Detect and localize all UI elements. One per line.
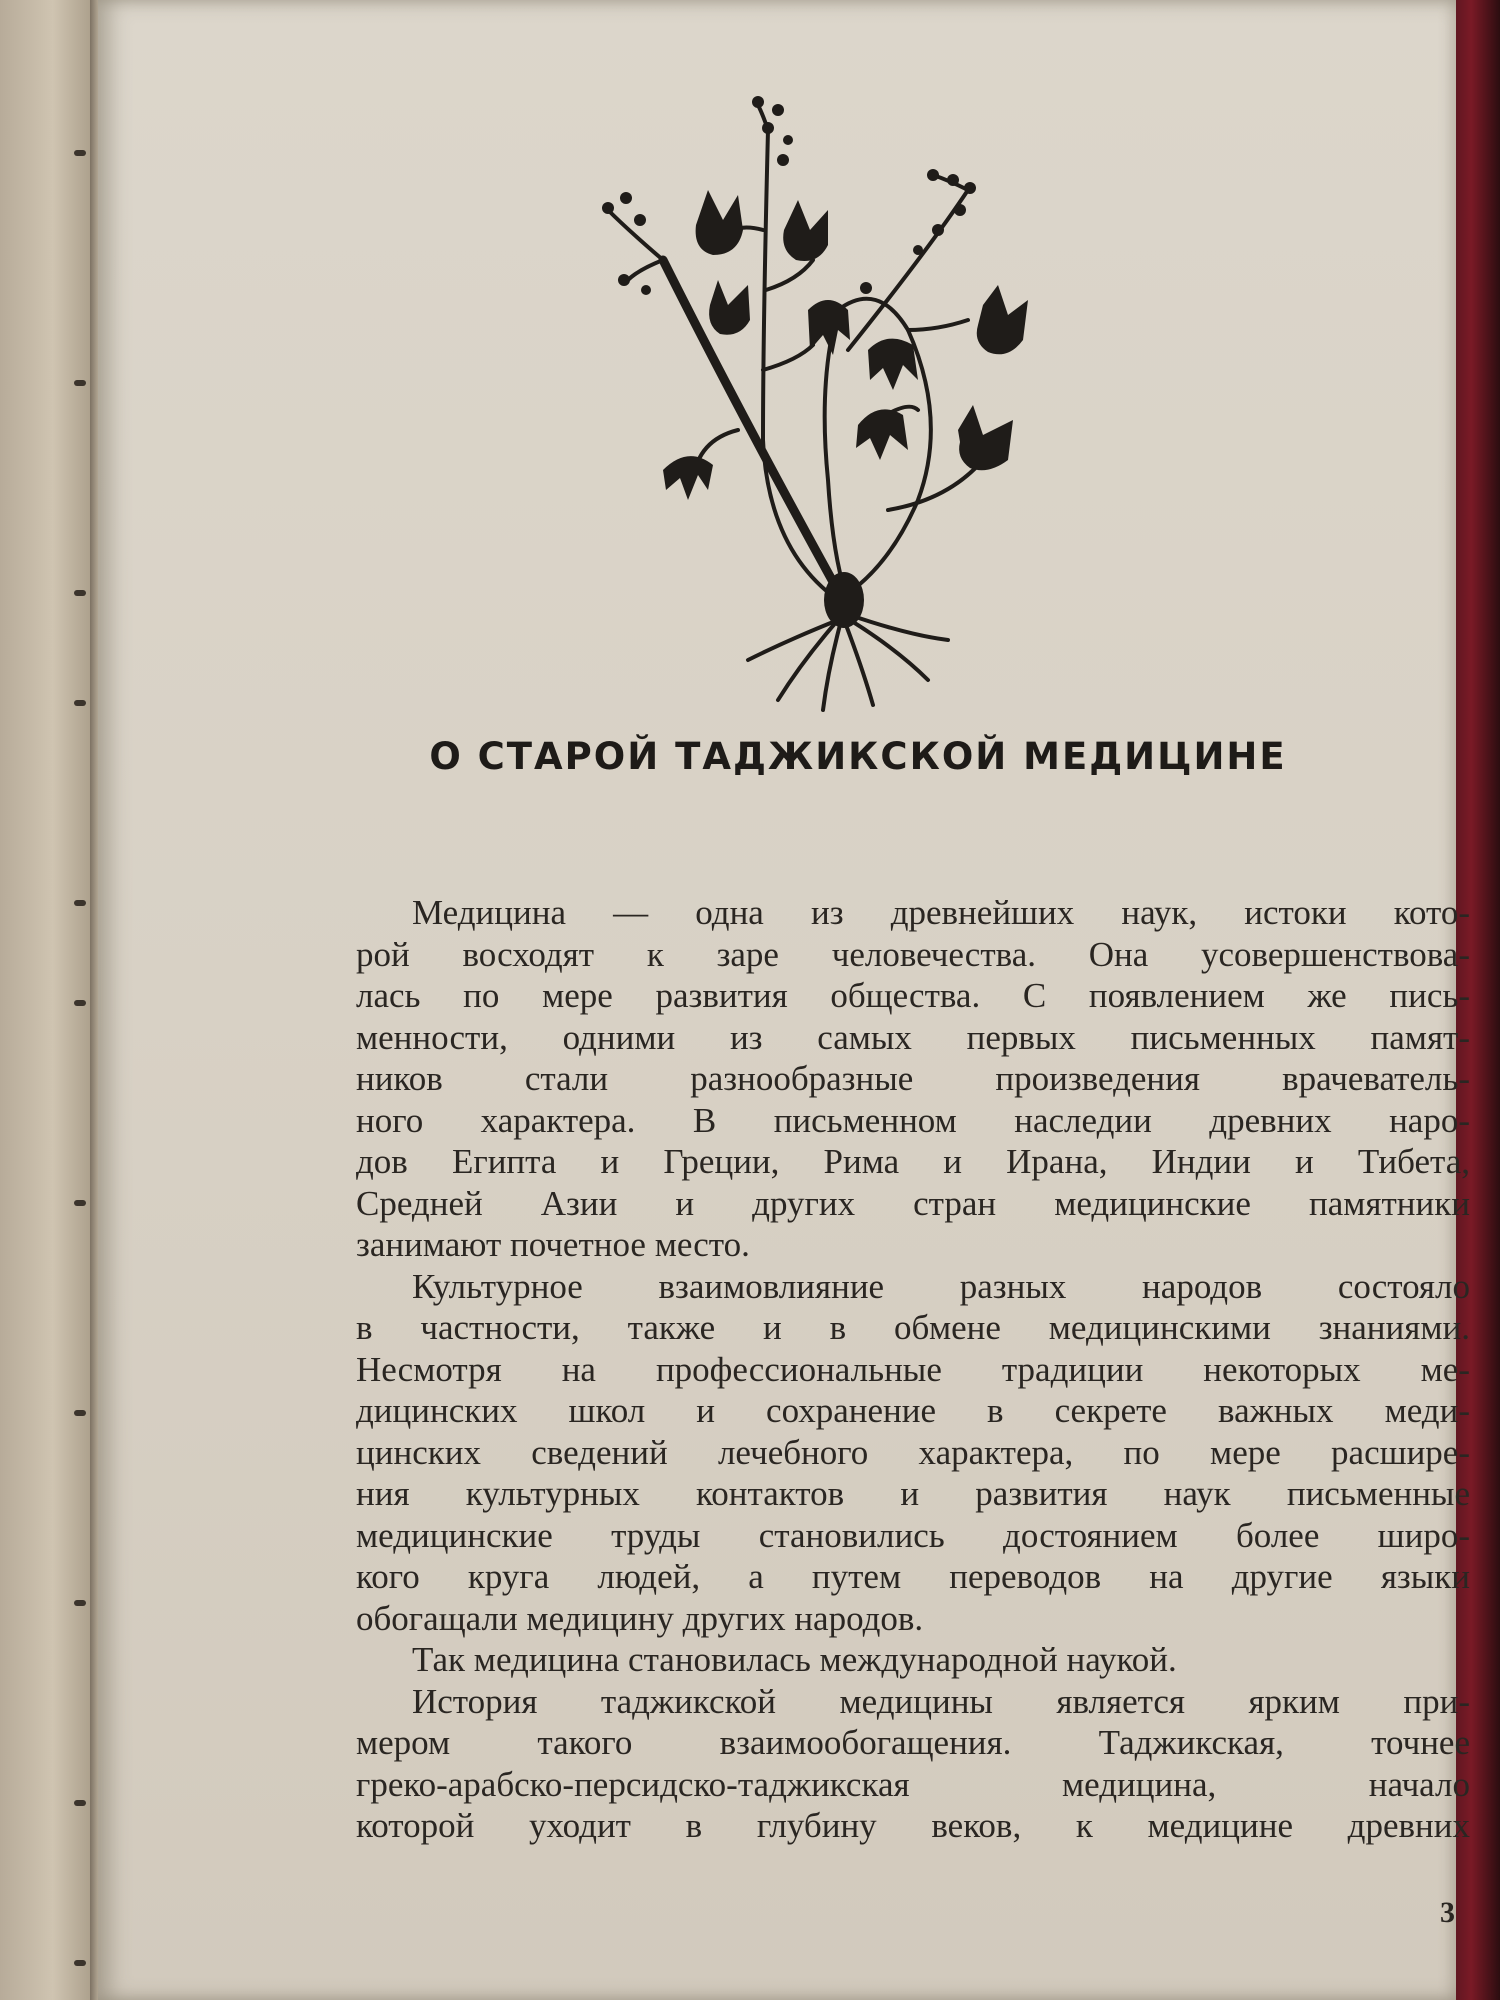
text-line: греко-арабско-персидско-таджикская медицина, начало (356, 1764, 1470, 1804)
binding-stitch (74, 1410, 86, 1416)
previous-page-edge (0, 0, 96, 2000)
text-line: медицинские труды становились достоянием более широ- (356, 1515, 1470, 1555)
text-line: Культурное взаимовлияние разных народов состояло (412, 1266, 1470, 1306)
text-line: кого круга людей, а путем переводов на другие языки (356, 1557, 1470, 1596)
binding-stitch (74, 900, 86, 906)
text-line: которой уходит в глубину веков, к медицине древних (356, 1806, 1470, 1845)
text-line: ния культурных контактов и развития наук письменные (356, 1474, 1470, 1513)
text-line: занимают почетное место. (356, 1225, 750, 1264)
binding-stitch (74, 1000, 86, 1006)
text-line: менности, одними из самых первых письменных памят- (356, 1017, 1470, 1057)
page-number: 3 (1440, 1896, 1455, 1929)
text-line: ного характера. В письменном наследии древних наро- (356, 1100, 1470, 1140)
text-line: ников стали разнообразные произведения врачеватель- (356, 1059, 1470, 1098)
text-line: мером такого взаимообогащения. Таджикская, точнее (356, 1723, 1470, 1762)
text-line: Так медицина становилась международной наукой. (412, 1640, 1177, 1679)
text-line: в частности, также и в обмене медицинскими знаниями. (356, 1308, 1470, 1347)
binding-stitch (74, 1800, 86, 1806)
binding-stitch (74, 380, 86, 386)
book-page (98, 0, 1470, 2000)
body-text (356, 892, 1470, 1847)
text-line: лась по мере развития общества. С появлением же пись- (356, 976, 1470, 1015)
text-line: дов Египта и Греции, Рима и Ирана, Индии и Тибета, (356, 1142, 1470, 1181)
binding-stitch (74, 1960, 86, 1966)
text-line: Несмотря на профессиональные традиции некоторых ме- (356, 1349, 1470, 1389)
binding-stitch (74, 1600, 86, 1606)
page-title: О СТАРОЙ ТАДЖИКСКОЙ МЕДИЦИНЕ (429, 735, 1287, 778)
binding-stitch (74, 590, 86, 596)
text-line: Средней Азии и других стран медицинские памятники (356, 1183, 1470, 1223)
text-line: рой восходят к заре человечества. Она усовершенствова- (356, 934, 1470, 974)
binding-stitch (74, 150, 86, 156)
text-line: Медицина — одна из древнейших наук, истоки кото- (412, 893, 1470, 932)
text-line: обогащали медицину других народов. (356, 1598, 924, 1638)
decorative-flower-plant-icon (588, 80, 1168, 730)
text-line: цинских сведений лечебного характера, по мере расшире- (356, 1432, 1470, 1472)
text-line: дицинских школ и сохранение в секрете важных меди- (356, 1391, 1470, 1430)
text-line: История таджикской медицины является ярким при- (412, 1681, 1470, 1721)
binding-stitch (74, 1200, 86, 1206)
binding-stitch (74, 700, 86, 706)
